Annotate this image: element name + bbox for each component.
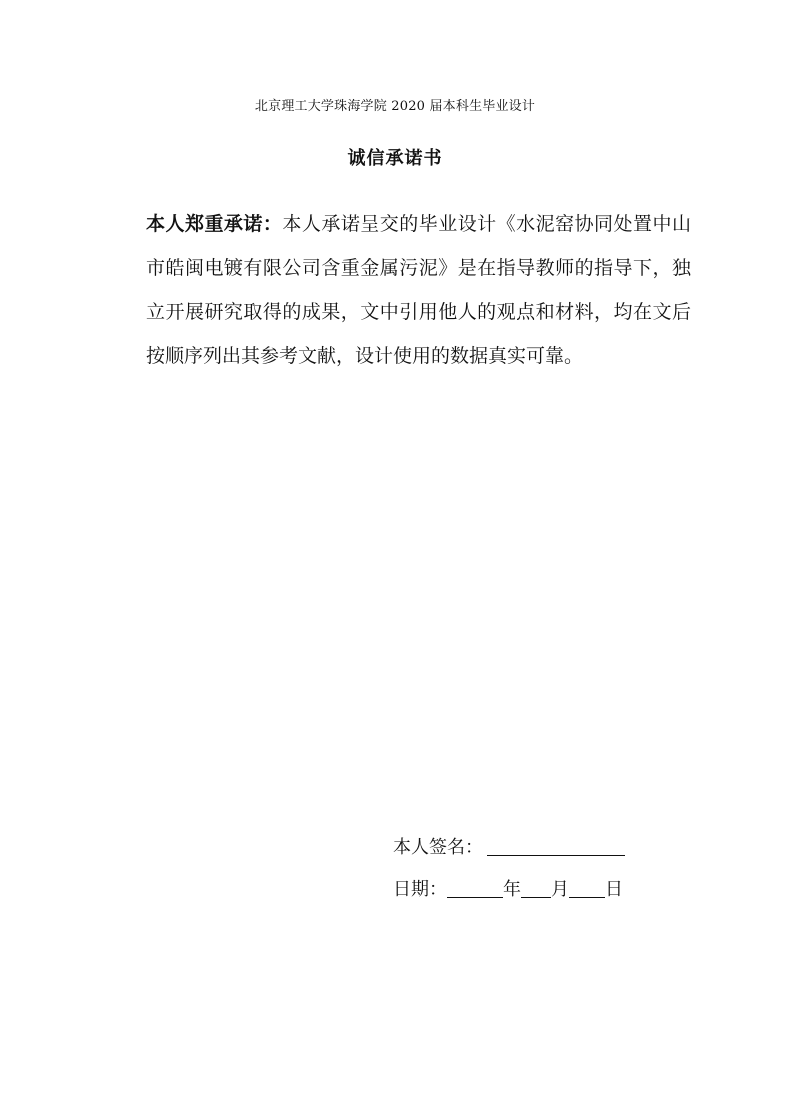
- month-label: 月: [551, 879, 569, 900]
- pledge-lead: 本人郑重承诺：: [146, 213, 283, 235]
- year-blank: [447, 879, 503, 898]
- document-title: 诚信承诺书: [347, 148, 443, 169]
- month-blank: [521, 879, 551, 898]
- date-label: 日期：: [393, 879, 447, 900]
- day-blank: [569, 879, 605, 898]
- year-label: 年: [503, 879, 521, 900]
- page-header: 北京理工大学珠海学院 2020 届本科生毕业设计: [254, 99, 536, 114]
- pledge-paragraph: [146, 202, 691, 378]
- date-line: [393, 875, 623, 901]
- pledge-body: 本人承诺呈交的毕业设计《水泥窑协同处置中山市皓闽电镀有限公司含重金属污泥》是在指导教师的指导下，独立开展研究取得的成果，文中引用他人的观点和材料，均在文后按顺序列出其参考文献，设计使用的数据真实可靠。: [146, 213, 691, 367]
- signature-line: [393, 833, 625, 859]
- day-label: 日: [605, 879, 623, 900]
- signature-blank: [487, 837, 625, 856]
- signature-label: 本人签名：: [393, 837, 483, 858]
